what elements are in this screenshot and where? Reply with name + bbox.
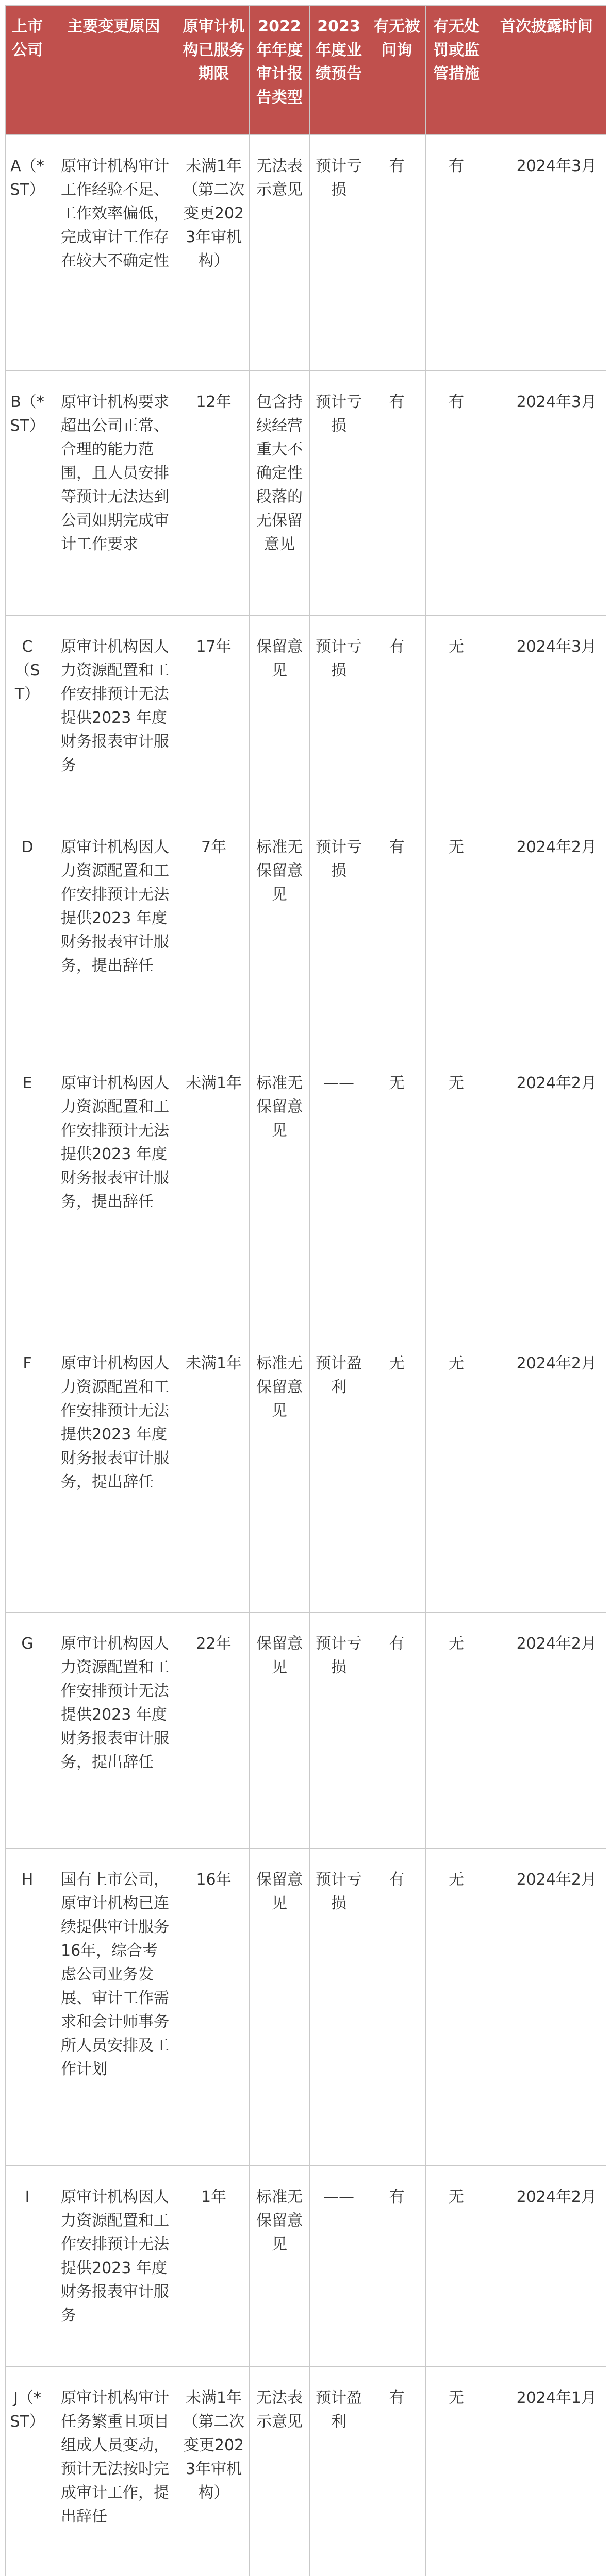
cell-inquiry: 有: [368, 1613, 426, 1849]
cell-company: C（ST）: [6, 616, 49, 816]
cell-inquiry: 有: [368, 135, 426, 371]
cell-date: 2024年2月: [487, 816, 606, 1052]
cell-period: 17年: [178, 616, 250, 816]
cell-forecast: 预计盈利: [310, 1332, 368, 1613]
cell-company: B（*ST）: [6, 371, 49, 616]
cell-period: 1年: [178, 2166, 250, 2367]
cell-penalty: 无: [426, 1332, 487, 1613]
cell-opinion: 标准无保留意见: [250, 1052, 310, 1332]
cell-inquiry: 无: [368, 1332, 426, 1613]
cell-company: J（*ST）: [6, 2367, 49, 2576]
cell-reason: 原审计机构因人力资源配置和工作安排预计无法提供2023 年度财务报表审计服务，提出辞任: [49, 816, 178, 1052]
cell-reason: 原审计机构因人力资源配置和工作安排预计无法提供2023 年度财务报表审计服务，提出辞任: [49, 1332, 178, 1613]
table-row: [6, 2367, 606, 2576]
header-row: [6, 6, 606, 135]
cell-company: G: [6, 1613, 49, 1849]
cell-period: 未满1年（第二次变更2023年审机构）: [178, 135, 250, 371]
cell-penalty: 无: [426, 616, 487, 816]
cell-forecast: 预计亏损: [310, 371, 368, 616]
cell-penalty: 无: [426, 2367, 487, 2576]
cell-reason: 原审计机构因人力资源配置和工作安排预计无法提供2023 年度财务报表审计服务，提出辞任: [49, 1052, 178, 1332]
table-row: [6, 816, 606, 1052]
cell-penalty: 无: [426, 1849, 487, 2166]
cell-date: 2024年3月: [487, 371, 606, 616]
cell-period: 未满1年: [178, 1332, 250, 1613]
cell-forecast: 预计亏损: [310, 135, 368, 371]
cell-penalty: 无: [426, 1613, 487, 1849]
cell-inquiry: 有: [368, 1849, 426, 2166]
header-inquiry: 有无被问询: [368, 6, 426, 135]
cell-inquiry: 有: [368, 616, 426, 816]
cell-reason: 原审计机构审计工作经验不足、工作效率偏低，完成审计工作存在较大不确定性: [49, 135, 178, 371]
cell-inquiry: 无: [368, 1052, 426, 1332]
cell-period: 22年: [178, 1613, 250, 1849]
cell-opinion: 保留意见: [250, 1849, 310, 2166]
table-row: [6, 135, 606, 371]
cell-penalty: 无: [426, 816, 487, 1052]
cell-forecast: ——: [310, 1052, 368, 1332]
cell-forecast: 预计亏损: [310, 1613, 368, 1849]
cell-opinion: 标准无保留意见: [250, 2166, 310, 2367]
cell-inquiry: 有: [368, 371, 426, 616]
cell-reason: 原审计机构要求超出公司正常、合理的能力范围，且人员安排等预计无法达到公司如期完成审计工作要求: [49, 371, 178, 616]
cell-penalty: 有: [426, 371, 487, 616]
table-row: [6, 1332, 606, 1613]
header-forecast: 2023年度业绩预告: [310, 6, 368, 135]
cell-period: 未满1年: [178, 1052, 250, 1332]
cell-date: 2024年1月: [487, 2367, 606, 2576]
cell-company: E: [6, 1052, 49, 1332]
cell-date: 2024年2月: [487, 1332, 606, 1613]
header-company: 上市公司: [6, 6, 49, 135]
cell-period: 16年: [178, 1849, 250, 2166]
cell-opinion: 标准无保留意见: [250, 1332, 310, 1613]
cell-date: 2024年2月: [487, 1613, 606, 1849]
cell-opinion: 无法表示意见: [250, 135, 310, 371]
cell-company: H: [6, 1849, 49, 2166]
cell-opinion: 无法表示意见: [250, 2367, 310, 2576]
cell-forecast: 预计亏损: [310, 816, 368, 1052]
cell-company: I: [6, 2166, 49, 2367]
header-opinion: 2022年年度审计报告类型: [250, 6, 310, 135]
cell-company: F: [6, 1332, 49, 1613]
cell-period: 7年: [178, 816, 250, 1052]
cell-date: 2024年2月: [487, 2166, 606, 2367]
cell-opinion: 标准无保留意见: [250, 816, 310, 1052]
cell-penalty: 无: [426, 1052, 487, 1332]
cell-penalty: 无: [426, 2166, 487, 2367]
cell-forecast: 预计亏损: [310, 616, 368, 816]
table-row: [6, 616, 606, 816]
cell-reason: 原审计机构因人力资源配置和工作安排预计无法提供2023 年度财务报表审计服务: [49, 616, 178, 816]
auditor-change-table: [5, 5, 606, 2576]
table-row: [6, 2166, 606, 2367]
cell-inquiry: 有: [368, 2367, 426, 2576]
header-reason: 主要变更原因: [49, 6, 178, 135]
table-row: [6, 1052, 606, 1332]
cell-date: 2024年2月: [487, 1849, 606, 2166]
header-period: 原审计机构已服务期限: [178, 6, 250, 135]
table-row: [6, 1849, 606, 2166]
header-date: 首次披露时间: [487, 6, 606, 135]
cell-forecast: 预计亏损: [310, 1849, 368, 2166]
cell-period: 12年: [178, 371, 250, 616]
cell-penalty: 有: [426, 135, 487, 371]
cell-opinion: 保留意见: [250, 616, 310, 816]
cell-forecast: 预计盈利: [310, 2367, 368, 2576]
cell-company: D: [6, 816, 49, 1052]
cell-forecast: ——: [310, 2166, 368, 2367]
cell-date: 2024年3月: [487, 135, 606, 371]
cell-reason: 原审计机构因人力资源配置和工作安排预计无法提供2023 年度财务报表审计服务: [49, 2166, 178, 2367]
cell-period: 未满1年（第二次变更2023年审机构）: [178, 2367, 250, 2576]
table-row: [6, 371, 606, 616]
cell-opinion: 包含持续经营重大不确定性段落的无保留意见: [250, 371, 310, 616]
table-row: [6, 1613, 606, 1849]
cell-reason: 原审计机构审计任务繁重且项目组成人员变动，预计无法按时完成审计工作，提出辞任: [49, 2367, 178, 2576]
cell-reason: 原审计机构因人力资源配置和工作安排预计无法提供2023 年度财务报表审计服务，提出辞任: [49, 1613, 178, 1849]
cell-company: A（*ST）: [6, 135, 49, 371]
cell-inquiry: 有: [368, 2166, 426, 2367]
header-penalty: 有无处罚或监管措施: [426, 6, 487, 135]
cell-inquiry: 有: [368, 816, 426, 1052]
cell-opinion: 保留意见: [250, 1613, 310, 1849]
cell-date: 2024年2月: [487, 1052, 606, 1332]
cell-reason: 国有上市公司，原审计机构已连续提供审计服务16年，综合考虑公司业务发展、审计工作需求和会计师事务所人员安排及工作计划: [49, 1849, 178, 2166]
cell-date: 2024年3月: [487, 616, 606, 816]
